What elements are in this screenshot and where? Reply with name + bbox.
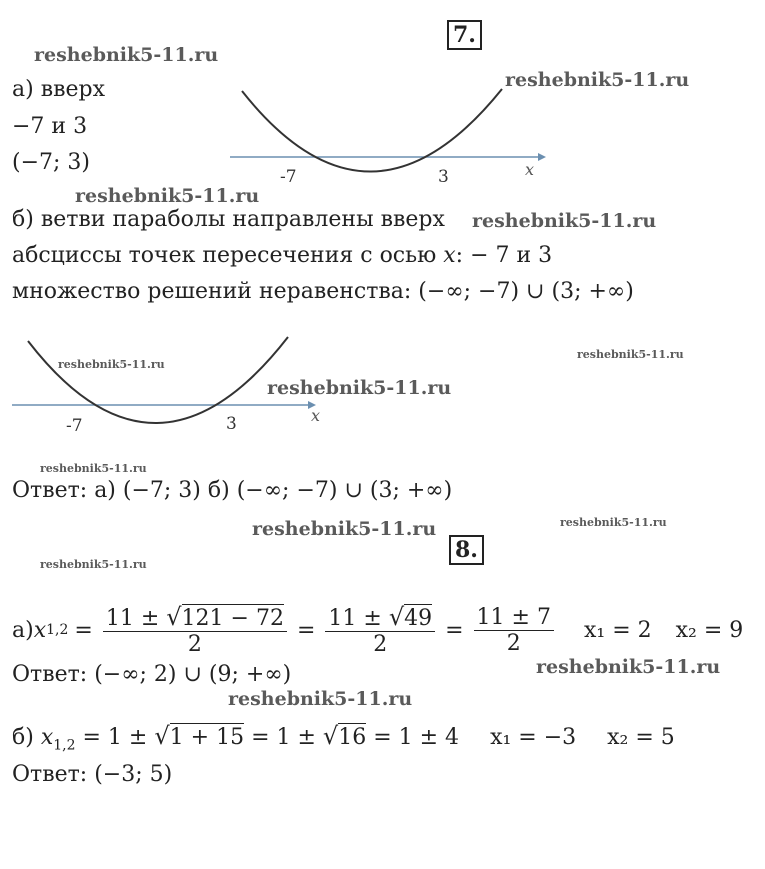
task8-b-sub: 1,2 bbox=[53, 737, 76, 754]
right-root-label: 3 bbox=[438, 167, 449, 187]
fraction-3-num: 11 ± 7 bbox=[474, 605, 554, 631]
task8-b-prefix: б) bbox=[12, 725, 41, 750]
task8-a-x1: x₁ = 2 bbox=[583, 617, 652, 643]
watermark: reshebnik5-11.ru bbox=[505, 69, 690, 91]
sqrt-icon: √ bbox=[166, 603, 182, 631]
task7-a-line3: (−7; 3) bbox=[12, 150, 90, 175]
sqrt-icon: √ bbox=[388, 603, 405, 631]
task7-b-line3: множество решений неравенства: (−∞; −7) ∪ (3; +∞) bbox=[12, 279, 634, 304]
task8-a-answer: Ответ: (−∞; 2) ∪ (9; +∞) bbox=[12, 662, 292, 687]
parabola-curve bbox=[28, 337, 288, 423]
fraction-3-den: 2 bbox=[506, 630, 521, 656]
fraction-1-num: 11 ± bbox=[105, 606, 167, 631]
watermark: reshebnik5-11.ru bbox=[560, 516, 667, 529]
fraction-1 bbox=[103, 603, 287, 657]
watermark: reshebnik5-11.ru bbox=[536, 656, 721, 678]
x-axis-label: x bbox=[525, 160, 535, 179]
task8-b-answer: Ответ: (−3; 5) bbox=[12, 762, 173, 787]
equals-sign: = bbox=[445, 617, 464, 643]
sqrt-icon: √ bbox=[322, 722, 339, 750]
watermark: reshebnik5-11.ru bbox=[252, 518, 437, 540]
equals-sign: = bbox=[296, 617, 316, 643]
parabola-graph-2 bbox=[8, 335, 338, 440]
task7-b-line2: абсциссы точек пересечения с осью 𝑥: − 7 и 3 bbox=[12, 243, 553, 268]
task8-a-sub: 1,2 bbox=[46, 622, 69, 638]
task8-b-radicand2: 16 bbox=[338, 725, 367, 750]
task8-number: 8. bbox=[449, 535, 484, 565]
task8-a-var: x bbox=[33, 617, 47, 643]
watermark: reshebnik5-11.ru bbox=[40, 462, 147, 475]
task8-b-x2: x₂ = 5 bbox=[607, 725, 675, 750]
watermark: reshebnik5-11.ru bbox=[267, 377, 452, 399]
task8-b-expr3: = 1 ± 4 bbox=[366, 725, 460, 750]
watermark: reshebnik5-11.ru bbox=[472, 210, 657, 232]
fraction-2 bbox=[325, 603, 435, 657]
watermark: reshebnik5-11.ru bbox=[577, 348, 684, 361]
left-root-label: -7 bbox=[280, 167, 297, 187]
task8-b-formula bbox=[12, 722, 675, 753]
task8-a-formula bbox=[12, 595, 743, 665]
parabola-graph-1 bbox=[220, 85, 550, 195]
watermark: reshebnik5-11.ru bbox=[58, 358, 165, 371]
fraction-2-num: 11 ± bbox=[328, 606, 389, 631]
task7-a-line1: а) вверх bbox=[12, 77, 105, 102]
sqrt-icon: √ bbox=[154, 722, 170, 750]
watermark: reshebnik5-11.ru bbox=[40, 558, 147, 571]
fraction-3 bbox=[474, 605, 554, 656]
x-axis-label: x bbox=[311, 406, 321, 425]
watermark: reshebnik5-11.ru bbox=[75, 185, 260, 207]
task7-a-line2: −7 и 3 bbox=[12, 114, 88, 139]
watermark: reshebnik5-11.ru bbox=[228, 688, 413, 710]
fraction-1-radicand: 121 − 72 bbox=[181, 606, 284, 631]
parabola-curve bbox=[242, 89, 502, 172]
task8-a-prefix: а) bbox=[12, 617, 34, 643]
right-root-label: 3 bbox=[226, 414, 237, 434]
task8-b-expr1: = 1 ± bbox=[75, 725, 155, 750]
task7-number: 7. bbox=[447, 20, 482, 50]
equals-sign: = bbox=[74, 617, 93, 643]
fraction-1-den: 2 bbox=[187, 632, 202, 657]
fraction-2-radicand: 49 bbox=[404, 606, 433, 631]
fraction-2-den: 2 bbox=[373, 632, 388, 657]
task8-b-expr2: = 1 ± bbox=[244, 725, 323, 750]
task8-b-x1: x₁ = −3 bbox=[490, 725, 577, 750]
watermark: reshebnik5-11.ru bbox=[34, 44, 219, 66]
x-axis-arrow bbox=[538, 153, 546, 161]
task7-answer: Ответ: а) (−7; 3) б) (−∞; −7) ∪ (3; +∞) bbox=[12, 478, 453, 503]
task8-a-x2: x₂ = 9 bbox=[675, 617, 744, 643]
left-root-label: -7 bbox=[66, 416, 83, 436]
task7-b-line1: б) ветви параболы направлены вверх bbox=[12, 207, 445, 232]
task8-b-radicand1: 1 + 15 bbox=[169, 725, 245, 750]
task8-b-var: x bbox=[40, 725, 54, 750]
